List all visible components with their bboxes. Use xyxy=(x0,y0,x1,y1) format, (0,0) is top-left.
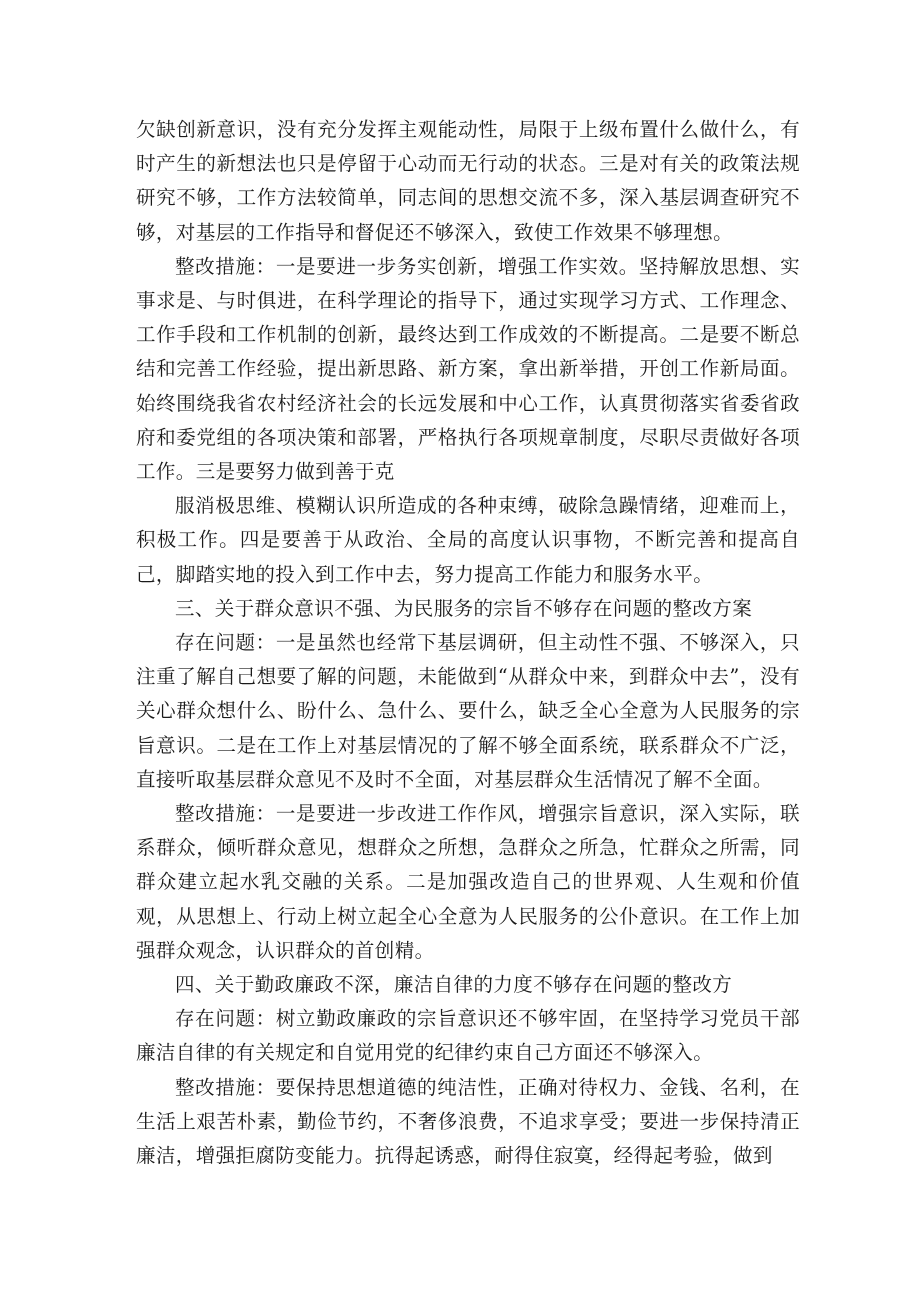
paragraph-problem-continued: 欠缺创新意识，没有充分发挥主观能动性，局限于上级布置什么做什么，有时产生的新想法也只是停留于心动而无行动的状态。三是对有关的政策法规研究不够，工作方法较简单，同志间的思想交流不多，深入基层调查研究不够，对基层的工作指导和督促还不够深入，致使工作效果不够理想。 xyxy=(136,118,800,244)
section-heading-4: 四、关于勤政廉政不深，廉洁自律的力度不够存在问题的整改方 xyxy=(175,973,733,997)
paragraph-rectification-measures-3: 整改措施：一是要进一步改进工作作风，增强宗旨意识，深入实际，联系群众，倾听群众意见，想群众之所想，急群众之所急，忙群众之所需，同群众建立起水乳交融的关系。二是加强改造自己的世界观、人生观和价值观，从思想上、行动上树立起全心全意为人民服务的公仆意识。在工作上加强群众观念，认识群众的首创精。 xyxy=(136,802,800,962)
paragraph-existing-problems-3: 存在问题：一是虽然也经常下基层调研，但主动性不强、不够深入，只注重了解自己想要了解的问题，未能做到“从群众中来，到群众中去”，没有关心群众想什么、盼什么、急什么、要什么，缺乏全心全意为人民服务的宗旨意识。二是在工作上对基层情况的了解不够全面系统，联系群众不广泛，直接听取基层群众意见不及时不全面，对基层群众生活情况了解不全面。 xyxy=(136,631,800,791)
section-heading-3: 三、关于群众意识不强、为民服务的宗旨不够存在问题的整改方案 xyxy=(175,596,753,620)
paragraph-existing-problems-4: 存在问题：树立勤政廉政的宗旨意识还不够牢固，在坚持学习党员干部廉洁自律的有关规定和自觉用党的纪律约束自己方面还不够深入。 xyxy=(136,1007,800,1065)
paragraph-rectification-measures-1-continued: 服消极思维、模糊认识所造成的各种束缚，破除急躁情绪，迎难而上，积极工作。四是要善于从政治、全局的高度认识事物，不断完善和提高自己，脚踏实地的投入到工作中去，努力提高工作能力和服务水平。 xyxy=(136,494,800,586)
paragraph-rectification-measures-4: 整改措施：要保持思想道德的纯洁性，正确对待权力、金钱、名利，在生活上艰苦朴素，勤俭节约，不奢侈浪费，不追求享受；要进一步保持清正廉洁，增强拒腐防变能力。抗得起诱惑，耐得住寂寞，经得起考验，做到 xyxy=(136,1075,800,1168)
paragraph-rectification-measures-1: 整改措施：一是要进一步务实创新，增强工作实效。坚持解放思想、实事求是、与时俱进，在科学理论的指导下，通过实现学习方式、工作理念、工作手段和工作机制的创新，最终达到工作成效的不断提高。二是要不断总结和完善工作经验，提出新思路、新方案，拿出新举措，开创工作新局面。始终围绕我省农村经济社会的长远发展和中心工作，认真贯彻落实省委省政府和委党组的各项决策和部署，严格执行各项规章制度，尽职尽责做好各项工作。三是要努力做到善于克 xyxy=(136,254,800,484)
document-page xyxy=(136,113,800,1173)
